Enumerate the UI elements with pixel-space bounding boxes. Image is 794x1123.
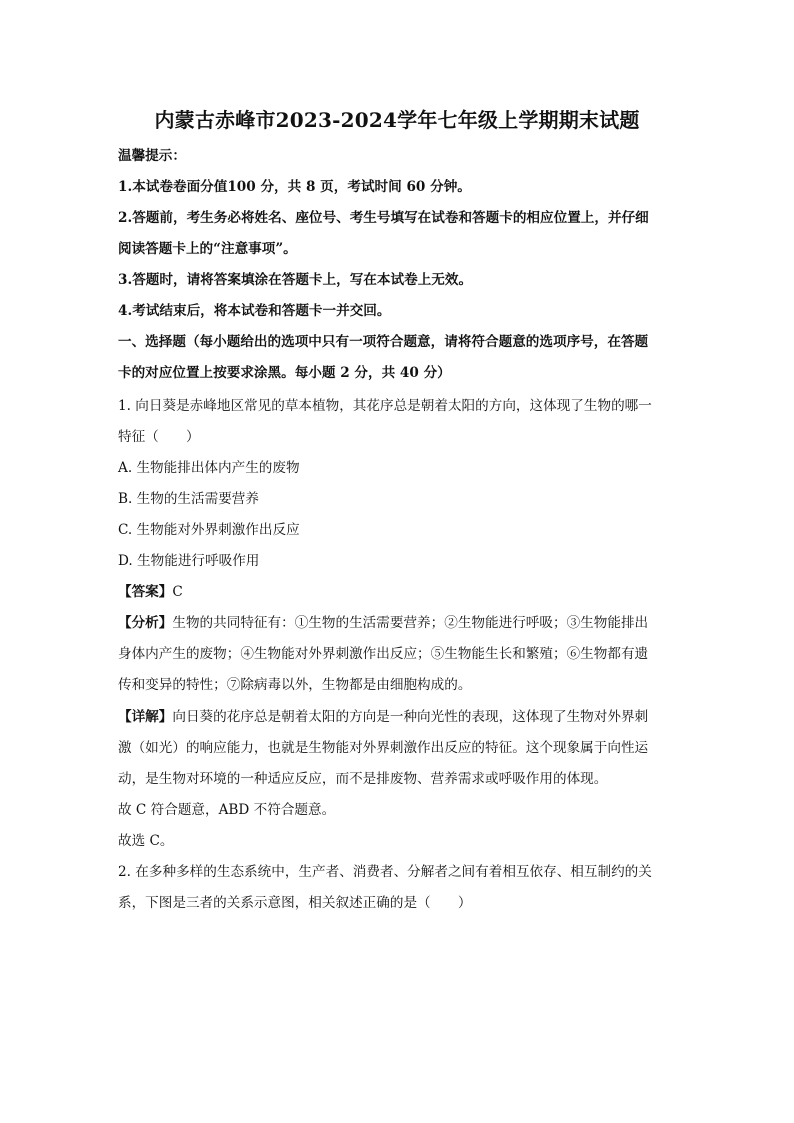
detail-line-4: 故 C 符合题意，ABD 不符合题意。: [118, 802, 336, 818]
analysis-text-1: 生物的共同特征有：①生物的生活需要营养；②生物能进行呼吸；③生物能排出: [172, 615, 649, 631]
answer-value: C: [172, 584, 183, 600]
notice-item-4: 4.考试结束后，将本试卷和答题卡一并交回。: [118, 303, 391, 319]
analysis-line-1: [118, 614, 678, 632]
analysis-line-3: 传和变异的特性；⑦除病毒以外，生物都是由细胞构成的。: [118, 677, 472, 693]
option-a: A. 生物能排出体内产生的废物: [118, 460, 300, 476]
option-c: C. 生物能对外界刺激作出反应: [118, 522, 300, 538]
detail-line-2: 激（如光）的响应能力，也就是生物能对外界刺激作出反应的特征。这个现象属于向性运: [118, 740, 649, 756]
page-title: 内蒙古赤峰市2023-2024学年七年级上学期期末试题: [154, 108, 640, 132]
notice-heading: 温馨提示：: [118, 148, 186, 164]
question-2-stem: 2. 在多种多样的生态系统中，生产者、消费者、分解者之间有着相互依存、相互制约的关: [118, 864, 652, 880]
question-1-stem: 1. 向日葵是赤峰地区常见的草本植物，其花序总是朝着太阳的方向，这体现了生物的哪一: [118, 398, 652, 414]
question-2-stem-cont: 系，下图是三者的关系示意图，相关叙述正确的是（ ）: [118, 895, 472, 911]
detail-text-1: 向日葵的花序总是朝着太阳的方向是一种向光性的表现，这体现了生物对外界刺: [172, 709, 649, 725]
option-b: B. 生物的生活需要营养: [118, 491, 259, 507]
detail-tag: 【详解】: [118, 709, 173, 725]
notice-item-2-cont: 阅读答题卡上的“注意事项”。: [118, 241, 297, 257]
analysis-line-2: 身体内产生的废物；④生物能对外界刺激作出反应；⑤生物能生长和繁殖；⑥生物都有遗: [118, 646, 649, 662]
detail-line-1: [118, 708, 678, 726]
analysis-tag: 【分析】: [118, 615, 173, 631]
notice-item-3: 3.答题时，请将答案填涂在答题卡上，写在本试卷上无效。: [118, 272, 473, 288]
question-1-stem-cont: 特征（ ）: [118, 429, 200, 445]
option-d: D. 生物能进行呼吸作用: [118, 553, 260, 569]
section-heading: 一、选择题（每小题给出的选项中只有一项符合题意，请将符合题意的选项序号，在答题: [118, 334, 649, 350]
answer-line: [118, 583, 678, 601]
answer-tag: 【答案】: [118, 584, 173, 600]
notice-item-2: 2.答题前，考生务必将姓名、座位号、考生号填写在试卷和答题卡的相应位置上，并仔细: [118, 210, 649, 226]
notice-item-1: 1.本试卷卷面分值100 分，共 8 页，考试时间 60 分钟。: [118, 179, 471, 195]
section-heading-cont: 卡的对应位置上按要求涂黑。每小题 2 分，共 40 分）: [118, 365, 451, 381]
detail-line-5: 故选 C。: [118, 833, 174, 849]
detail-line-3: 动，是生物对环境的一种适应反应，而不是排废物、营养需求或呼吸作用的体现。: [118, 771, 608, 787]
